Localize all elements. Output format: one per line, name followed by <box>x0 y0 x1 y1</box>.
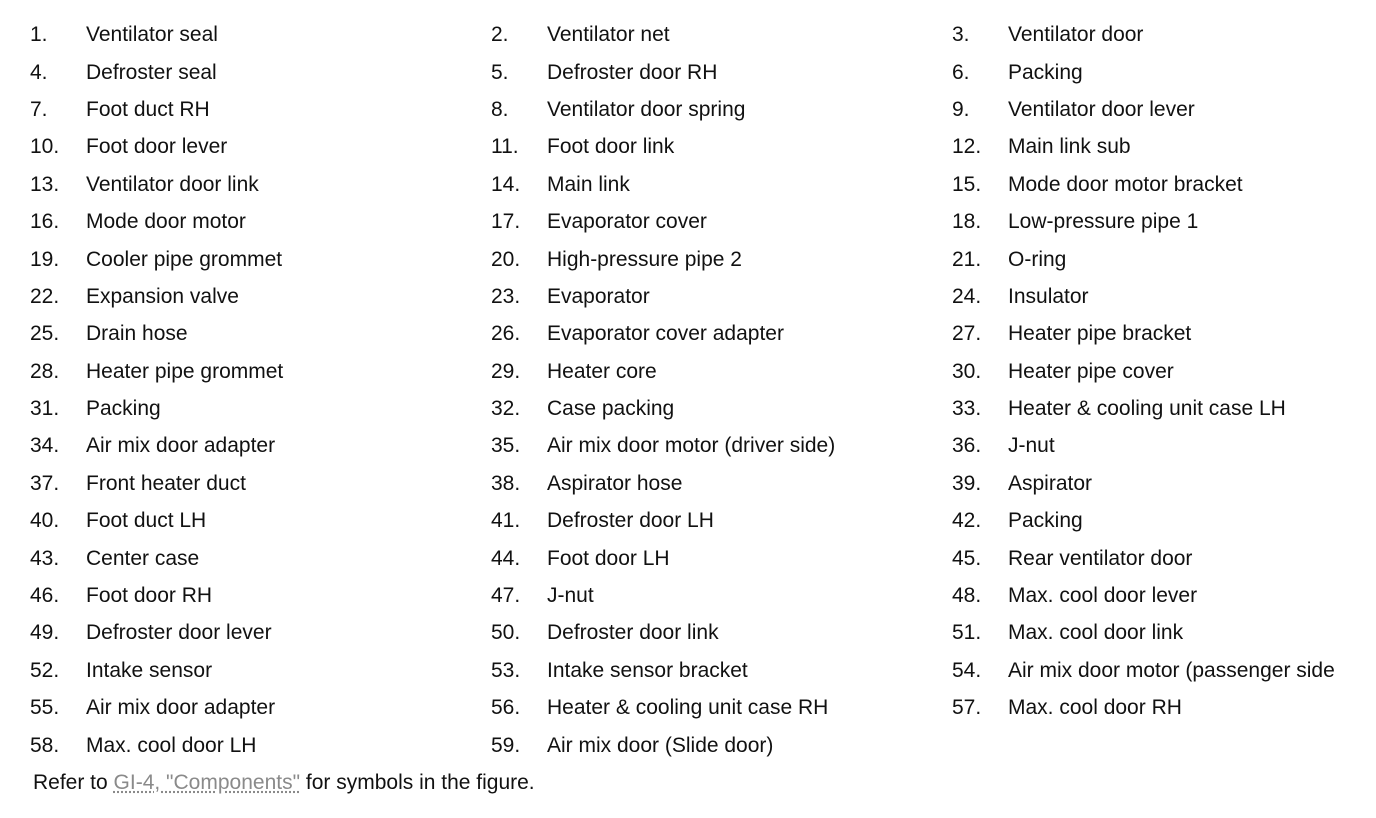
part-number: 25. <box>30 322 60 346</box>
part-name: Air mix door motor (driver side) <box>547 434 836 458</box>
part-number: 13. <box>30 172 60 196</box>
part-number: 20. <box>491 247 521 271</box>
part-number: 32. <box>491 397 521 421</box>
part-name: Heater core <box>547 359 657 383</box>
part-name: Air mix door (Slide door) <box>547 733 774 757</box>
part-number: 52. <box>30 658 60 682</box>
part-number: 15. <box>952 172 982 196</box>
part-name: Heater & cooling unit case RH <box>547 696 829 720</box>
part-name: Case packing <box>547 397 675 421</box>
part-name: Insulator <box>1008 284 1089 308</box>
part-list-item <box>491 91 952 128</box>
part-name: Ventilator door spring <box>547 97 746 121</box>
part-number: 41. <box>491 509 521 533</box>
part-number: 6. <box>952 60 970 84</box>
part-number: 36. <box>952 434 982 458</box>
part-name: Max. cool door LH <box>86 733 257 757</box>
part-name: Evaporator cover adapter <box>547 322 784 346</box>
part-name: Mode door motor bracket <box>1008 172 1243 196</box>
part-list-item <box>30 203 491 240</box>
part-name: Foot duct RH <box>86 97 210 121</box>
part-number: 1. <box>30 23 48 47</box>
part-name: Defroster door RH <box>547 60 718 84</box>
part-name: Evaporator <box>547 284 650 308</box>
part-name: Foot duct LH <box>86 509 207 533</box>
part-list-item <box>30 427 491 464</box>
part-name: J-nut <box>547 584 594 608</box>
part-name: Defroster seal <box>86 60 217 84</box>
part-number: 4. <box>30 60 48 84</box>
part-list-item <box>952 315 1376 352</box>
part-list-item <box>491 502 952 539</box>
part-list-item <box>952 502 1376 539</box>
part-name: Aspirator <box>1008 471 1093 495</box>
part-name: Foot door link <box>547 135 675 159</box>
part-list-item <box>952 128 1376 165</box>
part-name: Air mix door adapter <box>86 434 276 458</box>
part-number: 42. <box>952 509 982 533</box>
part-number: 49. <box>30 621 60 645</box>
part-name: Ventilator seal <box>86 23 218 47</box>
part-list-item <box>952 689 1376 726</box>
part-name: Max. cool door link <box>1008 621 1184 645</box>
part-name: Center case <box>86 546 200 570</box>
part-name: Aspirator hose <box>547 471 683 495</box>
part-list-item <box>952 614 1376 651</box>
part-number: 19. <box>30 247 60 271</box>
part-name: Foot door LH <box>547 546 670 570</box>
part-list-item <box>491 726 952 763</box>
part-list-item <box>30 726 491 763</box>
part-list-item <box>952 427 1376 464</box>
part-list-item <box>952 652 1376 689</box>
part-name: Heater pipe cover <box>1008 359 1174 383</box>
part-number: 33. <box>952 397 982 421</box>
part-name: Max. cool door lever <box>1008 584 1198 608</box>
part-name: Heater pipe grommet <box>86 359 284 383</box>
part-number: 21. <box>952 247 982 271</box>
part-number: 23. <box>491 284 521 308</box>
part-number: 29. <box>491 359 521 383</box>
part-name: Ventilator door link <box>86 172 259 196</box>
part-list-item <box>491 577 952 614</box>
part-list-item <box>491 539 952 576</box>
part-list-item <box>952 577 1376 614</box>
part-name: Evaporator cover <box>547 210 707 234</box>
part-number: 22. <box>30 284 60 308</box>
part-number: 16. <box>30 210 60 234</box>
part-list-item <box>952 539 1376 576</box>
part-list-item <box>30 278 491 315</box>
part-number: 53. <box>491 658 521 682</box>
part-list-item <box>491 240 952 277</box>
part-number: 9. <box>952 97 970 121</box>
part-list-item <box>952 166 1376 203</box>
part-name: J-nut <box>1008 434 1055 458</box>
part-number: 28. <box>30 359 60 383</box>
part-name: Max. cool door RH <box>1008 696 1182 720</box>
part-number: 5. <box>491 60 509 84</box>
part-list-item <box>30 16 491 53</box>
part-name: Ventilator door <box>1008 23 1144 47</box>
components-reference-link[interactable]: GI-4, "Components" <box>113 771 301 794</box>
part-list-item <box>491 427 952 464</box>
part-number: 3. <box>952 23 970 47</box>
part-list-item <box>491 390 952 427</box>
part-list-item <box>30 240 491 277</box>
part-list-item <box>952 91 1376 128</box>
part-name: Defroster door LH <box>547 509 714 533</box>
part-number: 55. <box>30 696 60 720</box>
footer-prefix: Refer to <box>33 771 114 794</box>
part-list-item <box>491 614 952 651</box>
part-list-item <box>30 390 491 427</box>
part-list-item <box>952 203 1376 240</box>
part-name: Main link sub <box>1008 135 1131 159</box>
part-list-item <box>952 278 1376 315</box>
part-name: Rear ventilator door <box>1008 546 1193 570</box>
part-number: 10. <box>30 135 60 159</box>
part-name: High-pressure pipe 2 <box>547 247 742 271</box>
part-list-item <box>30 614 491 651</box>
part-number: 8. <box>491 97 509 121</box>
part-number: 24. <box>952 284 982 308</box>
part-number: 40. <box>30 509 60 533</box>
part-list-item <box>30 577 491 614</box>
part-list-item <box>30 465 491 502</box>
part-list-item <box>491 465 952 502</box>
part-name: Air mix door motor (passenger side <box>1008 658 1335 682</box>
footer-reference-note <box>33 764 535 801</box>
part-list-item <box>491 53 952 90</box>
part-number: 35. <box>491 434 521 458</box>
part-list-item <box>30 166 491 203</box>
part-number: 39. <box>952 471 982 495</box>
part-number: 11. <box>491 135 519 159</box>
part-list-item <box>30 315 491 352</box>
part-name: Low-pressure pipe 1 <box>1008 210 1199 234</box>
part-number: 2. <box>491 23 509 47</box>
part-list-item <box>952 240 1376 277</box>
part-number: 37. <box>30 471 60 495</box>
part-list-item <box>491 16 952 53</box>
part-number: 47. <box>491 584 521 608</box>
part-list-item <box>491 278 952 315</box>
part-number: 27. <box>952 322 982 346</box>
part-name: Foot door lever <box>86 135 228 159</box>
part-list-item <box>30 539 491 576</box>
part-name: Intake sensor bracket <box>547 658 748 682</box>
part-name: O-ring <box>1008 247 1067 271</box>
part-number: 31. <box>30 397 60 421</box>
part-name: Cooler pipe grommet <box>86 247 283 271</box>
part-name: Main link <box>547 172 630 196</box>
part-list-item <box>491 353 952 390</box>
part-number: 18. <box>952 210 982 234</box>
part-number: 57. <box>952 696 982 720</box>
part-number: 46. <box>30 584 60 608</box>
part-list-item <box>952 53 1376 90</box>
part-list-item <box>30 91 491 128</box>
part-number: 30. <box>952 359 982 383</box>
part-number: 58. <box>30 733 60 757</box>
part-list-item <box>30 353 491 390</box>
part-list-item <box>952 390 1376 427</box>
part-number: 17. <box>491 210 521 234</box>
part-number: 26. <box>491 322 521 346</box>
part-number: 44. <box>491 546 521 570</box>
part-list-item <box>491 315 952 352</box>
part-name: Air mix door adapter <box>86 696 276 720</box>
part-name: Heater & cooling unit case LH <box>1008 397 1286 421</box>
part-list-item <box>491 652 952 689</box>
part-list-item <box>30 689 491 726</box>
part-number: 48. <box>952 584 982 608</box>
part-number: 38. <box>491 471 521 495</box>
part-name: Packing <box>1008 509 1083 533</box>
part-name: Ventilator door lever <box>1008 97 1195 121</box>
part-number: 56. <box>491 696 521 720</box>
part-name: Drain hose <box>86 322 188 346</box>
part-list-item <box>491 689 952 726</box>
part-name: Defroster door lever <box>86 621 272 645</box>
part-name: Foot door RH <box>86 584 213 608</box>
part-number: 59. <box>491 733 521 757</box>
part-list-item <box>30 502 491 539</box>
part-number: 54. <box>952 658 982 682</box>
part-number: 12. <box>952 135 982 159</box>
part-name: Ventilator net <box>547 23 670 47</box>
part-name: Front heater duct <box>86 471 246 495</box>
part-list-item <box>491 128 952 165</box>
part-list-item <box>952 353 1376 390</box>
part-name: Packing <box>86 397 161 421</box>
part-number: 43. <box>30 546 60 570</box>
part-list-item <box>952 16 1376 53</box>
part-list-item <box>491 203 952 240</box>
part-list-item <box>30 53 491 90</box>
part-number: 7. <box>30 97 48 121</box>
part-number: 51. <box>952 621 982 645</box>
part-name: Heater pipe bracket <box>1008 322 1192 346</box>
part-list-item <box>491 166 952 203</box>
part-list-item <box>30 128 491 165</box>
footer-suffix: for symbols in the figure. <box>300 771 535 794</box>
part-name: Expansion valve <box>86 284 239 308</box>
part-list-item <box>30 652 491 689</box>
parts-legend-list <box>30 16 1376 764</box>
part-name: Packing <box>1008 60 1083 84</box>
part-name: Mode door motor <box>86 210 246 234</box>
part-number: 45. <box>952 546 982 570</box>
part-number: 50. <box>491 621 521 645</box>
part-name: Defroster door link <box>547 621 719 645</box>
part-name: Intake sensor <box>86 658 213 682</box>
part-list-item <box>952 465 1376 502</box>
part-number: 34. <box>30 434 60 458</box>
part-number: 14. <box>491 172 521 196</box>
